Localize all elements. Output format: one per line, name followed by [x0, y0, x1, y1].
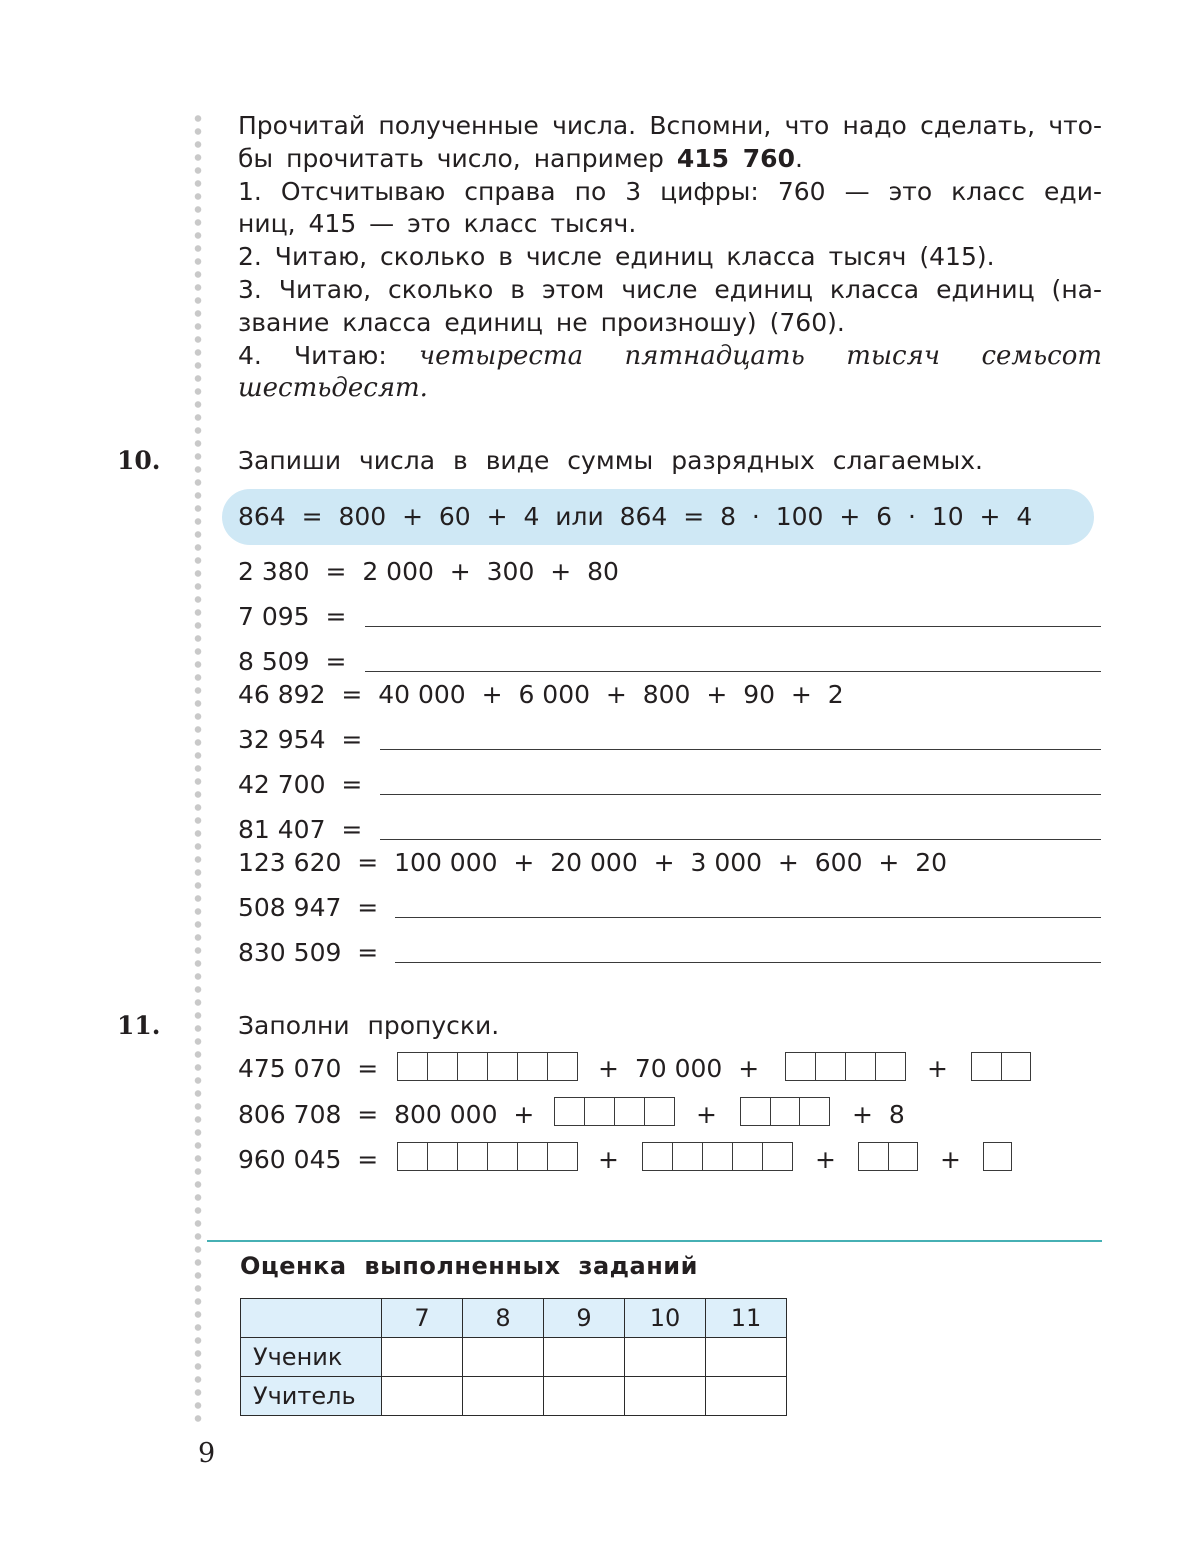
digit-cell[interactable]: [876, 1053, 905, 1080]
grade-cell[interactable]: [463, 1338, 544, 1377]
task-10-row: [238, 847, 947, 879]
task-11-row-2-lhs: 806 708 = 800 000 +: [238, 1100, 535, 1129]
grade-cell[interactable]: [544, 1338, 625, 1377]
task-10-row: 830 509 =: [238, 938, 379, 967]
digit-box-4[interactable]: [554, 1097, 675, 1126]
digit-cell[interactable]: [488, 1143, 518, 1170]
plus-sign: +: [696, 1100, 717, 1129]
digit-cell[interactable]: [645, 1098, 674, 1125]
operator: + 70 000 +: [598, 1054, 760, 1083]
grade-cell[interactable]: [706, 1377, 787, 1416]
row-rhs: 2 000 + 300 + 80: [362, 557, 619, 586]
plus-sign: +: [815, 1145, 836, 1174]
task-10-row: [238, 556, 619, 588]
reading-example-end: шестьдесят.: [238, 373, 428, 404]
reading-example: четыреста пятнадцать тысяч семьсот: [418, 340, 1102, 371]
grades-column-header: 7: [382, 1299, 463, 1338]
digit-cell[interactable]: [673, 1143, 703, 1170]
answer-line[interactable]: [365, 626, 1101, 627]
task-10-row: 8 509 =: [238, 647, 347, 676]
intro-line: Прочитай полученные числа. Вспомни, что надо сделать, что-: [238, 111, 1102, 140]
grade-cell[interactable]: [382, 1377, 463, 1416]
grades-title: Оценка выполненных заданий: [240, 1252, 698, 1280]
answer-line[interactable]: [380, 794, 1101, 795]
grade-cell[interactable]: [625, 1338, 706, 1377]
grades-column-header: 10: [625, 1299, 706, 1338]
row-lhs: 123 620 =: [238, 848, 379, 877]
task-11-number: 11.: [117, 1011, 161, 1040]
operator: + 8: [852, 1100, 905, 1129]
grade-cell[interactable]: [382, 1338, 463, 1377]
digit-cell[interactable]: [548, 1143, 577, 1170]
digit-box-1[interactable]: [983, 1142, 1012, 1171]
digit-cell[interactable]: [889, 1143, 918, 1170]
plus-sign: +: [940, 1145, 961, 1174]
digit-cell[interactable]: [741, 1098, 771, 1125]
digit-cell[interactable]: [458, 1143, 488, 1170]
answer-line[interactable]: [380, 839, 1101, 840]
digit-cell[interactable]: [398, 1143, 428, 1170]
task-10-text: Запиши числа в виде суммы разрядных слагаемых.: [238, 446, 983, 475]
example-number: 415 760: [676, 143, 795, 173]
digit-box-3[interactable]: [740, 1097, 830, 1126]
intro-line: звание класса единиц не произношу) (760).: [238, 307, 845, 337]
digit-cell[interactable]: [518, 1053, 548, 1080]
digit-box-2[interactable]: [971, 1052, 1031, 1081]
digit-cell[interactable]: [585, 1098, 615, 1125]
grades-column-header: 8: [463, 1299, 544, 1338]
digit-cell[interactable]: [816, 1053, 846, 1080]
digit-cell[interactable]: [786, 1053, 816, 1080]
intro-line: ниц, 415 — это класс тысяч.: [238, 209, 637, 239]
answer-line[interactable]: [365, 671, 1101, 672]
task-11-text: Заполни пропуски.: [238, 1011, 500, 1040]
page-number: 9: [198, 1438, 216, 1469]
task-10-example: 864 = 800 + 60 + 4 или 864 = 8 · 100 + 6 · 10 + 4: [238, 502, 1033, 531]
task-10-number: 10.: [117, 446, 161, 475]
digit-cell[interactable]: [703, 1143, 733, 1170]
digit-cell[interactable]: [615, 1098, 645, 1125]
task-11-row-1-lhs: 475 070 =: [238, 1054, 379, 1083]
intro-line: 3. Читаю, сколько в этом числе единиц класса единиц (на-: [238, 274, 1102, 304]
digit-cell[interactable]: [458, 1053, 488, 1080]
digit-cell[interactable]: [771, 1098, 801, 1125]
grades-row: [241, 1377, 787, 1416]
grades-row: [241, 1338, 787, 1377]
intro-line: 1. Отсчитываю справа по 3 цифры: 760 — это класс еди-: [238, 176, 1102, 206]
digit-cell[interactable]: [859, 1143, 889, 1170]
digit-cell[interactable]: [398, 1053, 428, 1080]
row-lhs: 46 892 =: [238, 680, 363, 709]
grades-column-header: 9: [544, 1299, 625, 1338]
grades-column-header: 11: [706, 1299, 787, 1338]
task-10-row: [238, 679, 844, 711]
answer-line[interactable]: [395, 917, 1101, 918]
grades-row-label: Учитель: [241, 1377, 382, 1416]
task-10-row: 81 407 =: [238, 815, 363, 844]
plus-sign: +: [598, 1145, 619, 1174]
task-10-row: 7 095 =: [238, 602, 347, 631]
grades-table: [240, 1298, 787, 1416]
digit-cell[interactable]: [548, 1053, 577, 1080]
digit-cell[interactable]: [555, 1098, 585, 1125]
digit-box-6[interactable]: [397, 1052, 578, 1081]
digit-cell[interactable]: [1002, 1053, 1031, 1080]
intro-line: 2. Читаю, сколько в числе единиц класса тысяч (415).: [238, 242, 995, 272]
intro-line: [238, 340, 1102, 373]
intro-line: [238, 143, 1102, 176]
digit-box-2[interactable]: [858, 1142, 918, 1171]
digit-cell[interactable]: [428, 1053, 458, 1080]
intro-line-dot: .: [794, 143, 803, 173]
digit-cell[interactable]: [488, 1053, 518, 1080]
grades-header-row: [241, 1299, 787, 1338]
plus-sign: +: [927, 1054, 948, 1083]
task-10-row: 42 700 =: [238, 770, 363, 799]
digit-cell[interactable]: [846, 1053, 876, 1080]
intro-line-text: 4. Читаю:: [238, 340, 387, 370]
grade-cell[interactable]: [706, 1338, 787, 1377]
grades-row-label: Ученик: [241, 1338, 382, 1377]
row-rhs: 100 000 + 20 000 + 3 000 + 600 + 20: [394, 848, 948, 877]
task-11-row-3-lhs: 960 045 =: [238, 1145, 379, 1174]
intro-text: [238, 110, 1102, 405]
task-10-row: 508 947 =: [238, 893, 379, 922]
binder-dots: [193, 112, 203, 1422]
grade-cell[interactable]: [544, 1377, 625, 1416]
row-lhs: 2 380 =: [238, 557, 347, 586]
grade-cell[interactable]: [463, 1377, 544, 1416]
grade-cell[interactable]: [625, 1377, 706, 1416]
digit-cell[interactable]: [428, 1143, 458, 1170]
intro-line-text: бы прочитать число, например: [238, 143, 664, 173]
digit-cell[interactable]: [763, 1143, 792, 1170]
answer-line[interactable]: [395, 962, 1101, 963]
digit-cell[interactable]: [643, 1143, 673, 1170]
section-divider: [207, 1240, 1102, 1242]
digit-cell[interactable]: [518, 1143, 548, 1170]
digit-box-4[interactable]: [785, 1052, 906, 1081]
digit-cell[interactable]: [733, 1143, 763, 1170]
digit-cell[interactable]: [984, 1143, 1011, 1170]
digit-cell[interactable]: [972, 1053, 1002, 1080]
digit-cell[interactable]: [800, 1098, 829, 1125]
digit-box-6[interactable]: [397, 1142, 578, 1171]
digit-box-5[interactable]: [642, 1142, 793, 1171]
task-10-row: 32 954 =: [238, 725, 363, 754]
row-rhs: 40 000 + 6 000 + 800 + 90 + 2: [378, 680, 844, 709]
answer-line[interactable]: [380, 749, 1101, 750]
grades-corner-cell: [241, 1299, 382, 1338]
